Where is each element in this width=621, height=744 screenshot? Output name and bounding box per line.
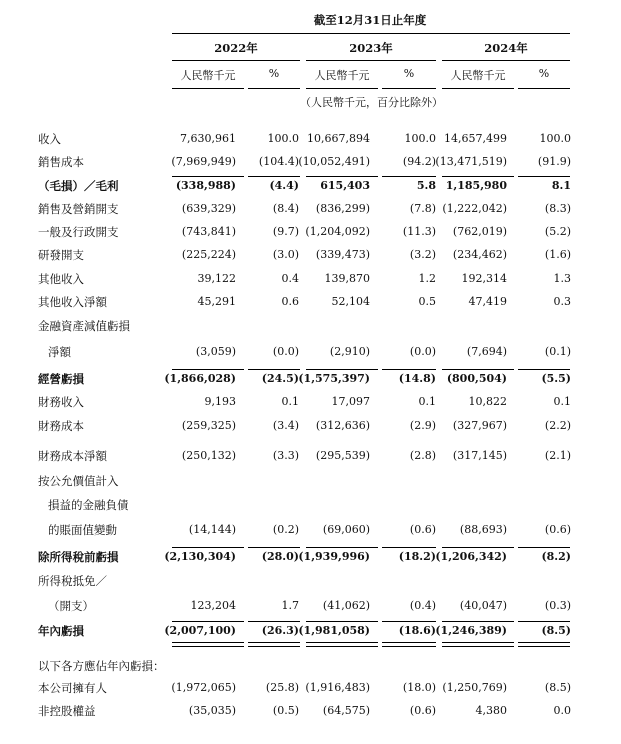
amount-cell: (14,144): [188, 523, 236, 536]
percent-cell: (5.2): [544, 225, 571, 238]
percent-cell: 0.3: [553, 295, 571, 308]
amount-cell: (69,060): [322, 523, 370, 536]
table-row: [0, 701, 621, 721]
table-row: [0, 446, 621, 466]
period-rule: [172, 33, 570, 34]
row-label: 所得稅抵免／: [38, 574, 107, 588]
percent-cell: (7.8): [409, 202, 436, 215]
amount-cell: 4,380: [475, 704, 507, 717]
subtotal-rule: [248, 621, 300, 622]
amount-cell: (40,047): [459, 599, 507, 612]
col-header-percent-2024: %: [538, 67, 550, 80]
table-row: [0, 678, 621, 698]
percent-cell: (28.0): [261, 550, 299, 563]
row-label: 經營虧損: [38, 372, 84, 386]
percent-cell: (8.5): [544, 681, 571, 694]
unit-note: （人民幣千元，百分比除外）: [300, 96, 443, 109]
amount-cell: 52,104: [331, 295, 370, 308]
table-row: [0, 495, 621, 515]
amount-cell: 615,403: [320, 179, 370, 192]
period-header: 截至12月31日止年度: [313, 13, 427, 27]
table-row: [0, 621, 621, 641]
amount-cell: (327,967): [452, 419, 507, 432]
row-label: 損益的金融負債: [48, 498, 129, 512]
subtotal-rule: [382, 547, 436, 548]
row-label: 除所得稅前虧損: [38, 550, 119, 564]
col-header-percent-2022: %: [268, 67, 280, 80]
subtotal-rule: [172, 369, 244, 370]
percent-cell: (18.2): [398, 550, 436, 563]
amount-cell: 1,185,980: [445, 179, 507, 192]
percent-cell: 0.1: [418, 395, 436, 408]
year-2024: 2024年: [484, 41, 528, 55]
subtotal-rule: [382, 621, 436, 622]
percent-cell: 0.6: [281, 295, 299, 308]
table-row: [0, 176, 621, 196]
row-label: 本公司擁有人: [38, 681, 107, 695]
amount-cell: (1,246,389): [435, 624, 507, 637]
col-rule-1: [172, 88, 244, 89]
row-label: 銷售成本: [38, 155, 84, 169]
percent-cell: (3.2): [409, 248, 436, 261]
percent-cell: (0.1): [544, 345, 571, 358]
amount-cell: 39,122: [197, 272, 236, 285]
table-row: [0, 656, 621, 676]
subtotal-rule: [518, 621, 570, 622]
percent-cell: 1.3: [553, 272, 571, 285]
subtotal-rule: [248, 369, 300, 370]
percent-cell: (8.2): [541, 550, 571, 563]
percent-cell: (104.4): [258, 155, 299, 168]
amount-cell: (1,866,028): [164, 372, 236, 385]
percent-cell: (3.0): [272, 248, 299, 261]
amount-cell: 139,870: [324, 272, 370, 285]
table-row: [0, 596, 621, 616]
amount-cell: (250,132): [181, 449, 236, 462]
amount-cell: (1,972,065): [171, 681, 236, 694]
amount-cell: (64,575): [322, 704, 370, 717]
percent-cell: (0.0): [409, 345, 436, 358]
percent-cell: 0.1: [281, 395, 299, 408]
total-double-rule: [442, 642, 514, 647]
amount-cell: (13,471,519): [435, 155, 507, 168]
percent-cell: 0.0: [553, 704, 571, 717]
subtotal-rule: [172, 621, 244, 622]
amount-cell: (41,062): [322, 599, 370, 612]
subtotal-rule: [382, 176, 436, 177]
row-label: 財務收入: [38, 395, 84, 409]
year-rule-2024: [442, 60, 570, 61]
amount-cell: 9,193: [204, 395, 236, 408]
year-2023: 2023年: [349, 41, 393, 55]
total-double-rule: [306, 642, 378, 647]
amount-cell: (259,325): [181, 419, 236, 432]
percent-cell: (14.8): [398, 372, 436, 385]
col-rule-2: [248, 88, 300, 89]
col-rule-4: [382, 88, 436, 89]
amount-cell: (1,575,397): [298, 372, 370, 385]
amount-cell: (762,019): [452, 225, 507, 238]
amount-cell: (1,916,483): [305, 681, 370, 694]
amount-cell: (2,130,304): [164, 550, 236, 563]
table-row: [0, 342, 621, 362]
row-label: 銷售及營銷開支: [38, 202, 119, 216]
percent-cell: 8.1: [551, 179, 571, 192]
subtotal-rule: [518, 369, 570, 370]
percent-cell: (18.6): [398, 624, 436, 637]
amount-cell: 7,630,961: [180, 132, 236, 145]
table-row: [0, 222, 621, 242]
amount-cell: (10,052,491): [298, 155, 370, 168]
percent-cell: 5.8: [416, 179, 436, 192]
col-rule-6: [518, 88, 570, 89]
amount-cell: 17,097: [331, 395, 370, 408]
table-row: [0, 369, 621, 389]
amount-cell: (1,206,342): [435, 550, 507, 563]
table-row: [0, 316, 621, 336]
table-row: [0, 520, 621, 540]
percent-cell: (0.0): [272, 345, 299, 358]
amount-cell: (88,693): [459, 523, 507, 536]
table-row: [0, 292, 621, 312]
subtotal-rule: [172, 176, 244, 177]
table-row: [0, 269, 621, 289]
table-row: [0, 245, 621, 265]
amount-cell: 192,314: [461, 272, 507, 285]
amount-cell: 10,822: [468, 395, 507, 408]
row-label: 按公允價值計入: [38, 474, 119, 488]
table-row: [0, 547, 621, 567]
percent-cell: (26.3): [261, 624, 299, 637]
year-2022: 2022年: [214, 41, 258, 55]
percent-cell: (94.2): [402, 155, 436, 168]
amount-cell: (7,969,949): [171, 155, 236, 168]
amount-cell: (836,299): [315, 202, 370, 215]
percent-cell: (2.9): [409, 419, 436, 432]
col-header-currency-2023: 人民幣千元: [314, 69, 370, 82]
amount-cell: (312,636): [315, 419, 370, 432]
percent-cell: 1.2: [418, 272, 436, 285]
row-label: 其他收入: [38, 272, 84, 286]
subtotal-rule: [172, 547, 244, 548]
subtotal-rule: [306, 176, 378, 177]
subtotal-rule: [442, 369, 514, 370]
table-row: [0, 416, 621, 436]
percent-cell: 0.5: [418, 295, 436, 308]
subtotal-rule: [518, 176, 570, 177]
row-label: （開支）: [48, 599, 94, 613]
percent-cell: (0.4): [409, 599, 436, 612]
percent-cell: (8.4): [272, 202, 299, 215]
percent-cell: (3.4): [272, 419, 299, 432]
amount-cell: (2,910): [329, 345, 370, 358]
percent-cell: (25.8): [265, 681, 299, 694]
row-label: 非控股權益: [38, 704, 96, 718]
amount-cell: (1,250,769): [442, 681, 507, 694]
percent-cell: (4.4): [269, 179, 299, 192]
col-rule-5: [442, 88, 514, 89]
amount-cell: (3,059): [195, 345, 236, 358]
table-row: [0, 152, 621, 172]
row-label: 收入: [38, 132, 61, 146]
percent-cell: (1.6): [544, 248, 571, 261]
amount-cell: (295,539): [315, 449, 370, 462]
col-header-percent-2023: %: [403, 67, 415, 80]
percent-cell: (0.6): [409, 704, 436, 717]
percent-cell: (9.7): [272, 225, 299, 238]
row-label: 財務成本: [38, 419, 84, 433]
amount-cell: (317,145): [452, 449, 507, 462]
col-header-currency-2024: 人民幣千元: [450, 69, 506, 82]
amount-cell: (1,939,996): [298, 550, 370, 563]
percent-cell: 1.7: [281, 599, 299, 612]
row-label: 一般及行政開支: [38, 225, 119, 239]
subtotal-rule: [382, 369, 436, 370]
percent-cell: (8.3): [544, 202, 571, 215]
subtotal-rule: [248, 176, 300, 177]
amount-cell: (1,222,042): [442, 202, 507, 215]
amount-cell: (35,035): [188, 704, 236, 717]
amount-cell: (234,462): [452, 248, 507, 261]
col-rule-3: [306, 88, 378, 89]
amount-cell: (1,981,058): [298, 624, 370, 637]
percent-cell: (8.5): [541, 624, 571, 637]
row-label: 金融資產減值虧損: [38, 319, 130, 333]
table-row: [0, 392, 621, 412]
percent-cell: (2.8): [409, 449, 436, 462]
amount-cell: 14,657,499: [444, 132, 507, 145]
percent-cell: (18.0): [402, 681, 436, 694]
table-row: [0, 571, 621, 591]
amount-cell: (800,504): [446, 372, 507, 385]
total-double-rule: [172, 642, 244, 647]
amount-cell: (639,329): [181, 202, 236, 215]
percent-cell: (3.3): [272, 449, 299, 462]
total-double-rule: [382, 642, 436, 647]
percent-cell: 0.1: [553, 395, 571, 408]
amount-cell: 10,667,894: [307, 132, 370, 145]
amount-cell: (2,007,100): [164, 624, 236, 637]
col-header-currency-2022: 人民幣千元: [180, 69, 236, 82]
percent-cell: 100.0: [539, 132, 571, 145]
percent-cell: (0.6): [544, 523, 571, 536]
subtotal-rule: [306, 621, 378, 622]
percent-cell: (11.3): [402, 225, 436, 238]
subtotal-rule: [306, 547, 378, 548]
percent-cell: 100.0: [404, 132, 436, 145]
row-label: 淨額: [48, 345, 71, 359]
amount-cell: 45,291: [197, 295, 236, 308]
percent-cell: (0.2): [272, 523, 299, 536]
row-label: 其他收入淨額: [38, 295, 107, 309]
amount-cell: (7,694): [466, 345, 507, 358]
subtotal-rule: [442, 621, 514, 622]
percent-cell: (0.5): [272, 704, 299, 717]
subtotal-rule: [306, 369, 378, 370]
percent-cell: (91.9): [537, 155, 571, 168]
row-label: 的賬面值變動: [48, 523, 117, 537]
amount-cell: (1,204,092): [305, 225, 370, 238]
subtotal-rule: [248, 547, 300, 548]
percent-cell: (2.1): [544, 449, 571, 462]
total-double-rule: [248, 642, 300, 647]
row-label: 財務成本淨額: [38, 449, 107, 463]
amount-cell: (743,841): [181, 225, 236, 238]
percent-cell: (5.5): [541, 372, 571, 385]
year-rule-2023: [306, 60, 436, 61]
amount-cell: (338,988): [175, 179, 236, 192]
subtotal-rule: [442, 547, 514, 548]
percent-cell: 100.0: [267, 132, 299, 145]
row-label: （毛損）／毛利: [38, 179, 119, 193]
row-label: 以下各方應佔年內虧損：: [38, 659, 165, 673]
percent-cell: (24.5): [261, 372, 299, 385]
amount-cell: 123,204: [190, 599, 236, 612]
percent-cell: (0.3): [544, 599, 571, 612]
table-row: [0, 129, 621, 149]
amount-cell: (225,224): [181, 248, 236, 261]
percent-cell: 0.4: [281, 272, 299, 285]
subtotal-rule: [442, 176, 514, 177]
year-rule-2022: [172, 60, 300, 61]
amount-cell: (339,473): [315, 248, 370, 261]
row-label: 研發開支: [38, 248, 84, 262]
percent-cell: (0.6): [409, 523, 436, 536]
total-double-rule: [518, 642, 570, 647]
table-row: [0, 471, 621, 491]
amount-cell: 47,419: [468, 295, 507, 308]
table-row: [0, 199, 621, 219]
subtotal-rule: [518, 547, 570, 548]
row-label: 年內虧損: [38, 624, 84, 638]
percent-cell: (2.2): [544, 419, 571, 432]
